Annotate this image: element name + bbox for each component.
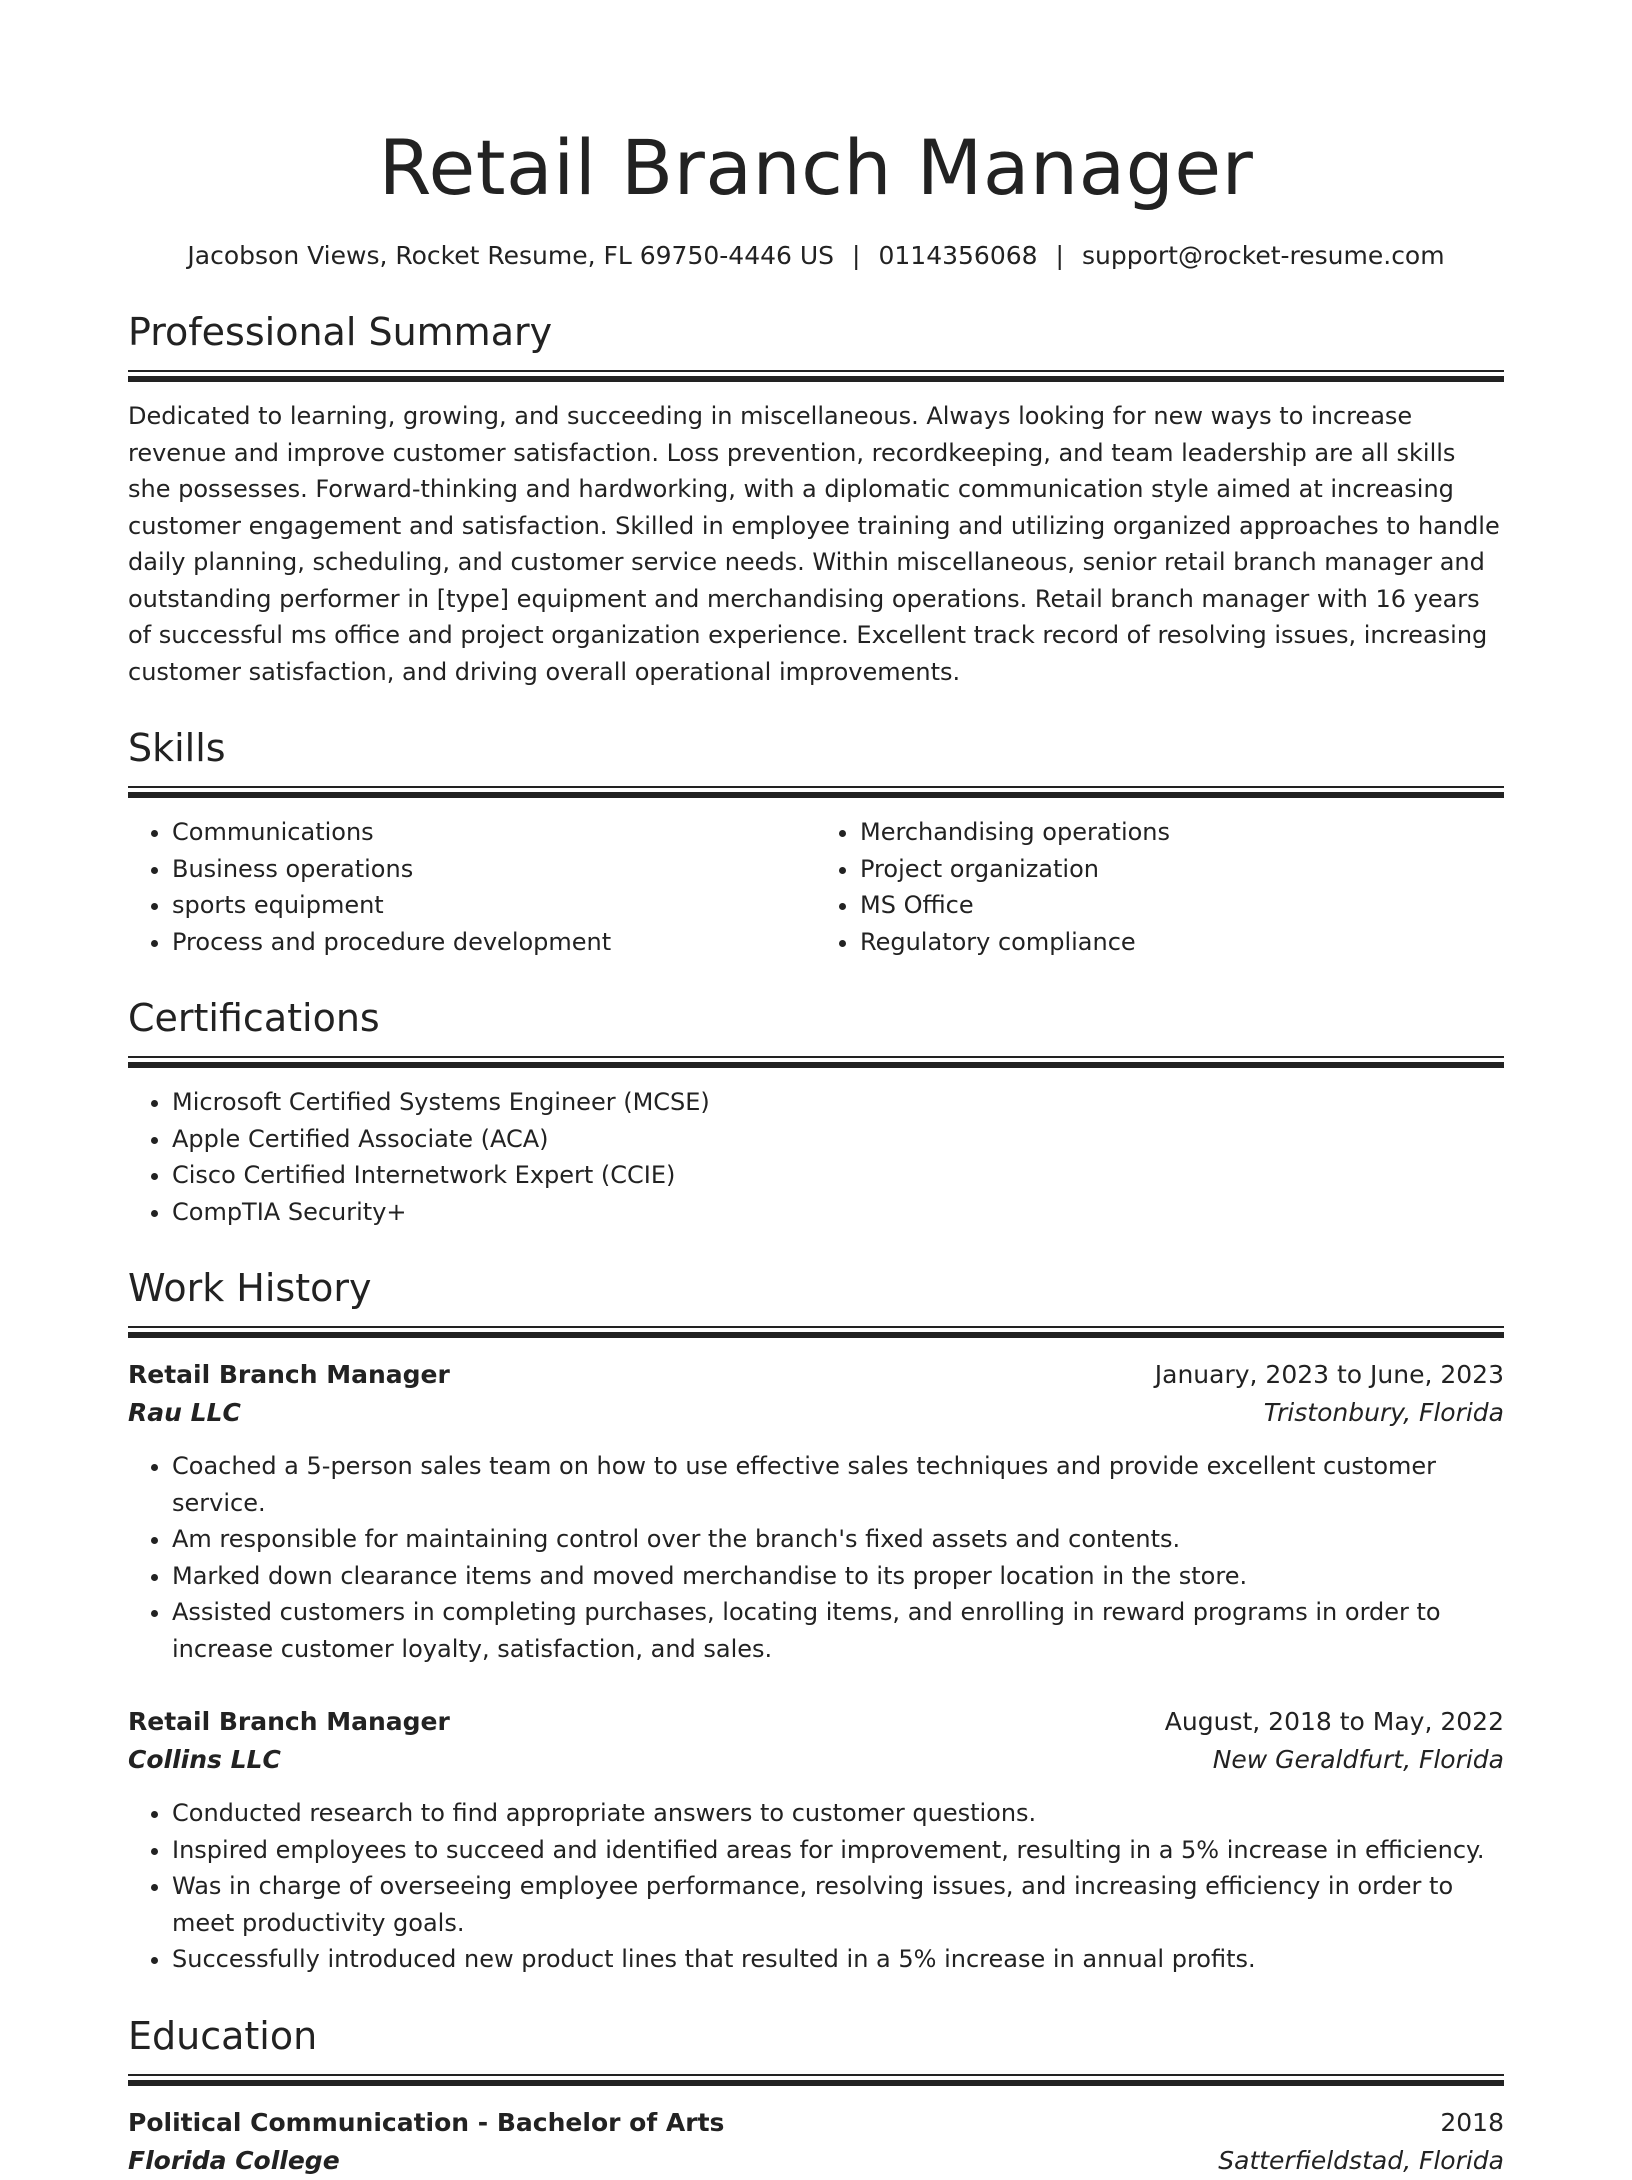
job-bullet: • Was in charge of overseeing employee performance, resolving issues, and increasing efficiency in order to meet productivity goals. xyxy=(172,1868,1504,1941)
job-bullet: • Successfully introduced new product lines that resulted in a 5% increase in annual profits. xyxy=(172,1941,1504,1978)
skills-grid xyxy=(128,814,1504,960)
job-bullet: • Assisted customers in completing purchases, locating items, and enrolling in reward programs in order to increase customer loyalty, satisfaction, and sales. xyxy=(172,1594,1504,1667)
job-dates: August, 2018 to May, 2022 xyxy=(1164,1707,1504,1736)
job-bullet: • Conducted research to find appropriate answers to customer questions. xyxy=(172,1795,1504,1832)
education-entry xyxy=(128,2104,1504,2180)
skill-item: • sports equipment xyxy=(172,887,816,924)
job-bullet: • Inspired employees to succeed and identified areas for improvement, resulting in a 5% increase in efficiency. xyxy=(172,1832,1504,1869)
job-location: Tristonbury, Florida xyxy=(1263,1398,1504,1427)
job-title: Retail Branch Manager xyxy=(128,1707,450,1736)
job-header-row xyxy=(128,1703,1504,1741)
skill-item: • Project organization xyxy=(860,851,1504,888)
education-location: Satterfieldstad, Florida xyxy=(1218,2145,1504,2175)
skill-item: • MS Office xyxy=(860,887,1504,924)
education-degree: Political Communication - Bachelor of Arts xyxy=(128,2107,725,2137)
section-divider xyxy=(128,786,1504,798)
skill-item: • Communications xyxy=(172,814,816,851)
section-divider xyxy=(128,1056,1504,1068)
section-divider xyxy=(128,2074,1504,2086)
job-bullet: • Am responsible for maintaining control over the branch's fixed assets and contents. xyxy=(172,1521,1504,1558)
contact-separator: | xyxy=(852,241,861,270)
resume-title: Retail Branch Manager xyxy=(378,123,1254,212)
certification-item: • Microsoft Certified Systems Engineer (MCSE) xyxy=(172,1084,1504,1121)
contact-email: support@rocket-resume.com xyxy=(1081,241,1445,270)
job-company: Rau LLC xyxy=(128,1398,241,1427)
job-title: Retail Branch Manager xyxy=(128,1360,450,1389)
certification-item: • Cisco Certified Internetwork Expert (CCIE) xyxy=(172,1157,1504,1194)
job-header-row xyxy=(128,1356,1504,1394)
summary-section xyxy=(128,308,1504,690)
certification-item: • CompTIA Security+ xyxy=(172,1194,1504,1231)
education-year: 2018 xyxy=(1440,2107,1504,2137)
skills-list-left xyxy=(128,814,816,960)
education-header-row xyxy=(128,2104,1504,2142)
job-entry xyxy=(128,1703,1504,1978)
certification-item: • Apple Certified Associate (ACA) xyxy=(172,1121,1504,1158)
job-company: Collins LLC xyxy=(128,1745,281,1774)
section-divider xyxy=(128,1326,1504,1338)
work-history-heading: Work History xyxy=(128,1266,372,1310)
job-entry xyxy=(128,1356,1504,1667)
contact-phone: 0114356068 xyxy=(878,241,1038,270)
skills-section xyxy=(128,724,1504,960)
skills-heading: Skills xyxy=(128,726,226,770)
job-company-row xyxy=(128,1394,1504,1432)
certifications-section xyxy=(128,994,1504,1230)
skill-item: • Process and procedure development xyxy=(172,924,816,961)
section-divider xyxy=(128,370,1504,382)
job-bullets xyxy=(128,1448,1504,1667)
contact-line xyxy=(128,238,1504,274)
job-dates: January, 2023 to June, 2023 xyxy=(1154,1360,1504,1389)
job-bullets xyxy=(128,1795,1504,1978)
education-section xyxy=(128,2012,1504,2180)
job-company-row xyxy=(128,1741,1504,1779)
skill-item: • Regulatory compliance xyxy=(860,924,1504,961)
skills-list-right xyxy=(816,814,1504,960)
education-school: Florida College xyxy=(128,2145,340,2175)
education-heading: Education xyxy=(128,2013,318,2058)
contact-separator: | xyxy=(1055,241,1064,270)
education-school-row xyxy=(128,2142,1504,2180)
job-location: New Geraldfurt, Florida xyxy=(1212,1745,1504,1774)
contact-address: Jacobson Views, Rocket Resume, FL 69750-4446 US xyxy=(187,241,835,270)
work-history-section xyxy=(128,1264,1504,1978)
certifications-list xyxy=(128,1084,1504,1230)
job-bullet: • Coached a 5-person sales team on how to use effective sales techniques and provide excellent customer service. xyxy=(172,1448,1504,1521)
summary-heading: Professional Summary xyxy=(128,310,553,354)
certifications-heading: Certifications xyxy=(128,996,380,1040)
skill-item: • Merchandising operations xyxy=(860,814,1504,851)
summary-text: Dedicated to learning, growing, and succeeding in miscellaneous. Always looking for new ways to increase revenue and improve customer satisfaction. Loss prevention, recordkeeping, and team leadership are all skills she possesses. Forward-thinking and hardworking, with a diplomatic communication style aimed at increasing customer engagement and satisfaction. Skilled in employee training and utilizing organized approaches to handle daily planning, scheduling, and customer service needs. Within miscellaneous, senior retail branch manager and outstanding performer in [type] equipment and merchandising operations. Retail branch manager with 16 years of successful ms office and project organization experience. Excellent track record of resolving issues, increasing customer satisfaction, and driving overall operational improvements. xyxy=(128,402,1500,686)
skill-item: • Business operations xyxy=(172,851,816,888)
job-bullet: • Marked down clearance items and moved merchandise to its proper location in the store. xyxy=(172,1558,1504,1595)
